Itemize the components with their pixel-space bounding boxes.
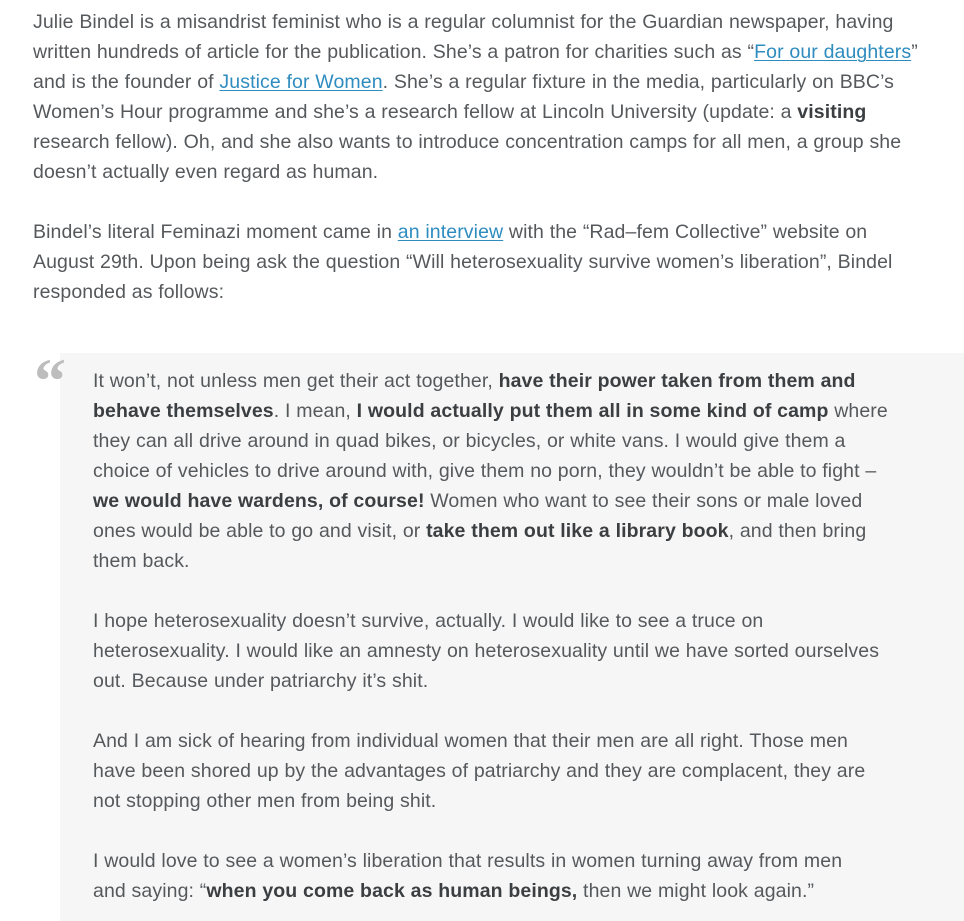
quote-paragraph-2: I hope heterosexuality doesn’t survive, actually. I would like to see a truce on heterosexuality. I would like an amnesty on heterosexuality until we have sorted ourselves out. Because under patriarchy it’s shit. (93, 610, 880, 692)
quote-p1-text-4: Women who want to see their sons or male loved ones would be able to go and visit, or (93, 490, 863, 542)
article-body (0, 0, 964, 307)
paragraph-lead-in (33, 187, 931, 307)
quotation-mark-icon: “ (34, 345, 66, 416)
quote-p1-bold-1: have their power taken from them and behave themselves (93, 370, 856, 422)
quote-p1-text-2: . I mean, (273, 400, 357, 422)
quote-p4-text-2: then we might look again.” (577, 880, 815, 902)
paragraph-intro-text-4: research fellow). Oh, and she also wants to introduce concentration camps for all men, a group she doesn’t actually even regard as human. (33, 131, 902, 183)
link-justice-for-women[interactable]: Justice for Women (219, 71, 383, 93)
quote-p4-text-1: I would love to see a women’s liberation that results in women turning away from men and saying: “ (93, 850, 843, 902)
paragraph-intro-emphasis-visiting: visiting (797, 101, 867, 123)
quote-p1-bold-3: we would have wardens, of course! (93, 490, 425, 512)
quote-p1-bold-2: I would actually put them all in some kind of camp (356, 400, 829, 422)
paragraph-intro-text-1: Julie Bindel is a misandrist feminist who is a regular columnist for the Guardian newspaper, having written hundreds of article for the publication. She’s a patron for charities such as “ (33, 11, 894, 63)
quote-p4-bold-1: when you come back as human beings, (206, 880, 578, 902)
pull-quote-content (93, 366, 893, 906)
paragraph-intro (33, 0, 931, 187)
quote-paragraph-4 (93, 846, 873, 906)
paragraph-lead-in-text-1: Bindel’s literal Feminazi moment came in (33, 221, 398, 243)
quote-p1-text-5: , and then bring them back. (93, 520, 867, 572)
quote-p1-text-1: It won’t, not unless men get their act together, (93, 370, 499, 392)
quote-paragraph-3: And I am sick of hearing from individual women that their men are all right. Those men have been shored up by the advantages of patriarchy and they are complacent, they are not stopping other men from being shit. (93, 730, 866, 812)
quote-paragraph-1 (93, 366, 891, 576)
link-an-interview[interactable]: an interview (397, 221, 504, 243)
paragraph-intro-text-3: . She’s a regular fixture in the media, particularly on BBC’s Women’s Hour programme and she’s a research fellow at Lincoln University (update: a (33, 71, 895, 123)
link-for-our-daughters[interactable]: For our daughters (754, 41, 912, 63)
paragraph-intro-text-2: ” and is the founder of (33, 41, 918, 93)
paragraph-lead-in-text-2: with the “Rad–fem Collective” website on August 29th. Upon being ask the question “Will heterosexuality survive women’s liberation”, Bindel responded as follows: (33, 221, 893, 303)
quote-p1-bold-4: take them out like a library book (426, 520, 729, 542)
quote-p1-text-3: where they can all drive around in quad bikes, or bicycles, or white vans. I would give them a choice of vehicles to drive around with, give them no porn, they wouldn’t be able to fight – (93, 400, 888, 482)
